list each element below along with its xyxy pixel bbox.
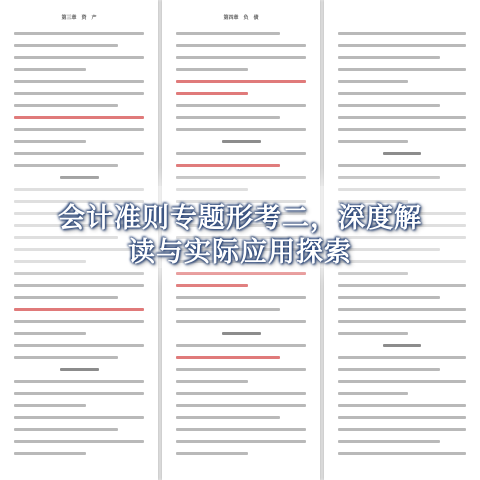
text-line <box>14 32 144 35</box>
chapter-heading: 第四章 负 债 <box>223 15 259 21</box>
text-line <box>383 152 421 155</box>
text-line <box>338 44 466 47</box>
text-line <box>176 308 280 311</box>
text-line <box>14 104 118 107</box>
text-line <box>176 32 280 35</box>
text-line <box>14 392 144 395</box>
text-line <box>176 104 306 107</box>
text-line <box>338 68 466 71</box>
text-line <box>176 296 306 299</box>
chapter-heading <box>324 0 480 26</box>
text-line <box>14 128 144 131</box>
text-line <box>14 416 144 419</box>
text-line <box>176 380 248 383</box>
text-line <box>14 404 86 407</box>
text-line <box>14 272 144 275</box>
text-line <box>176 92 248 95</box>
text-line <box>176 392 306 395</box>
text-line <box>338 32 466 35</box>
text-line <box>14 68 86 71</box>
text-line <box>176 404 306 407</box>
text-line <box>338 440 440 443</box>
text-line <box>338 404 466 407</box>
text-line <box>338 128 466 131</box>
text-line <box>176 152 306 155</box>
text-line <box>338 56 440 59</box>
text-line <box>14 164 118 167</box>
text-line <box>14 80 144 83</box>
text-line <box>176 320 306 323</box>
text-line <box>383 344 421 347</box>
text-line <box>338 296 440 299</box>
text-line <box>338 80 408 83</box>
text-line <box>14 56 144 59</box>
title-line-2: 读与实际应用探索 <box>128 237 352 268</box>
text-line <box>338 284 466 287</box>
text-line <box>60 176 99 179</box>
text-line <box>176 56 306 59</box>
text-line <box>338 392 408 395</box>
text-line <box>338 452 466 455</box>
text-line <box>14 308 144 311</box>
text-line <box>338 272 408 275</box>
text-line <box>176 356 280 359</box>
text-line <box>14 452 86 455</box>
text-line <box>338 92 466 95</box>
text-line <box>338 428 466 431</box>
text-line <box>14 92 144 95</box>
text-line <box>14 428 118 431</box>
text-line <box>338 116 466 119</box>
text-line <box>222 140 261 143</box>
text-line <box>338 308 466 311</box>
text-line <box>176 416 280 419</box>
text-line <box>14 344 144 347</box>
text-line <box>176 164 280 167</box>
text-line <box>222 332 261 335</box>
text-line <box>60 368 99 371</box>
text-line <box>338 140 408 143</box>
text-line <box>176 272 306 275</box>
chapter-heading: 第三章 资 产 <box>61 15 97 21</box>
text-line <box>14 44 118 47</box>
text-line <box>176 452 248 455</box>
text-line <box>338 416 466 419</box>
text-line <box>338 332 408 335</box>
text-line <box>176 344 306 347</box>
text-line <box>14 116 144 119</box>
text-line <box>14 284 144 287</box>
title-line-1: 会计准则专题形考二，深度解 <box>58 203 422 234</box>
text-line <box>338 164 466 167</box>
text-line <box>176 428 306 431</box>
text-line <box>176 116 280 119</box>
text-line <box>14 320 144 323</box>
text-line <box>176 128 306 131</box>
text-line <box>14 140 86 143</box>
text-line <box>14 152 144 155</box>
text-line <box>338 356 466 359</box>
text-line <box>176 440 306 443</box>
text-line <box>176 368 306 371</box>
text-line <box>176 176 306 179</box>
text-line <box>338 380 466 383</box>
text-line <box>176 80 306 83</box>
text-line <box>14 332 86 335</box>
text-line <box>14 356 118 359</box>
text-line <box>176 284 248 287</box>
text-line <box>338 104 440 107</box>
text-line <box>176 44 306 47</box>
text-line <box>338 176 440 179</box>
text-line <box>14 440 144 443</box>
text-line <box>338 320 466 323</box>
text-line <box>14 380 144 383</box>
text-line <box>338 368 440 371</box>
text-line <box>176 68 248 71</box>
text-line <box>14 296 118 299</box>
